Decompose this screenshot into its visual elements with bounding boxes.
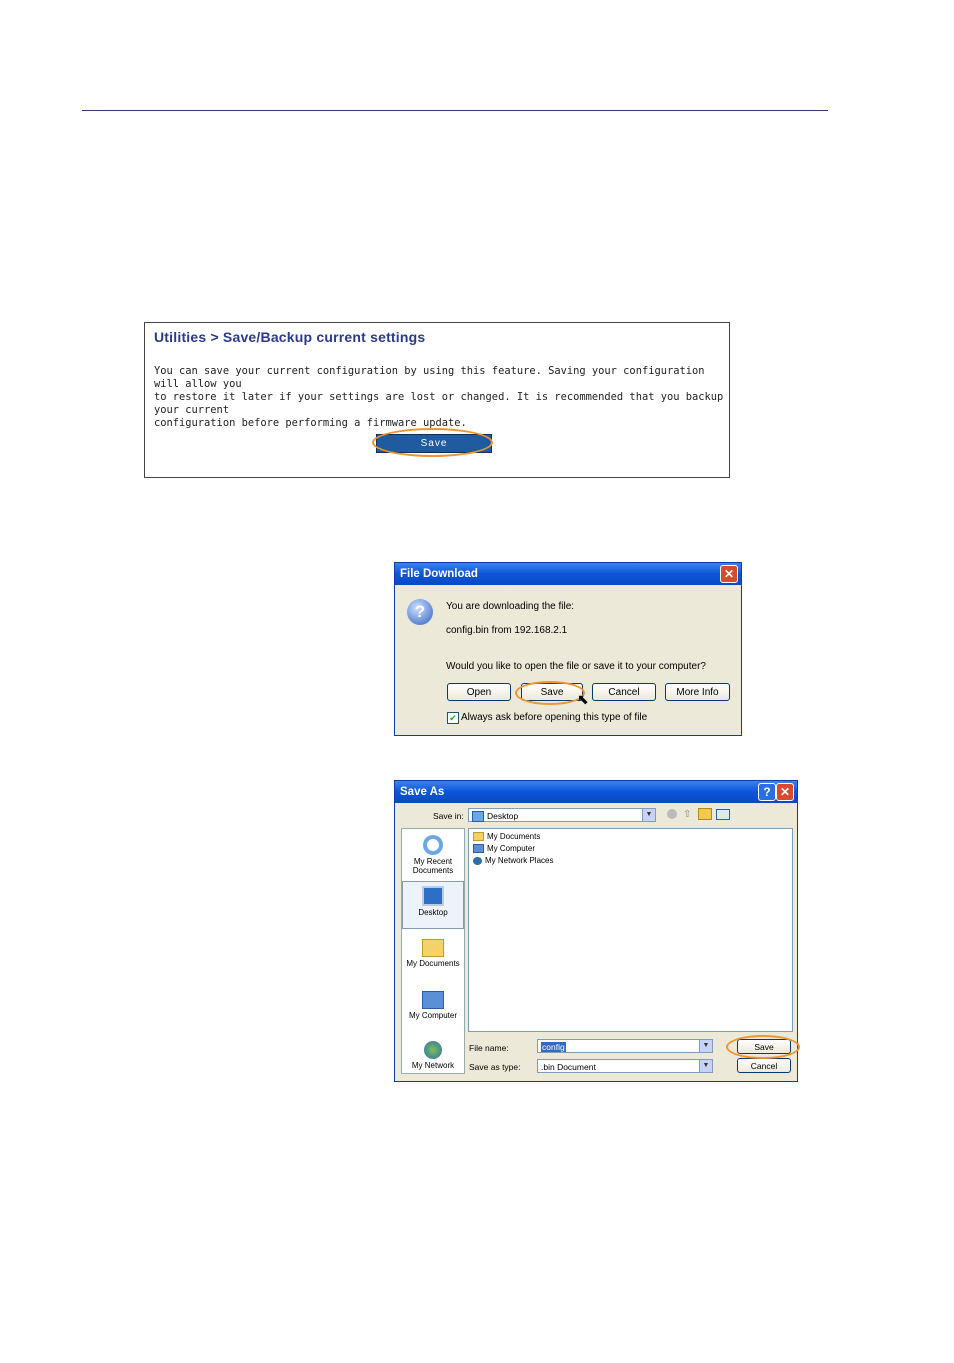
always-ask-checkbox[interactable]: ✔ [447, 712, 459, 724]
cancel-button[interactable]: Cancel [737, 1058, 791, 1073]
cursor-icon: ⬉ [577, 691, 589, 707]
save-button[interactable]: Save [376, 434, 492, 453]
network-icon [424, 1041, 442, 1059]
file-download-dialog [394, 562, 742, 736]
help-icon[interactable]: ? [758, 783, 776, 801]
more-info-button[interactable]: More Info [665, 683, 730, 701]
dialog-title: Save As [400, 786, 445, 798]
desktop-icon [472, 811, 484, 822]
file-name-input[interactable] [537, 1039, 713, 1053]
checkbox-label: Always ask before opening this type of file [461, 712, 648, 723]
question-icon: ? [407, 599, 433, 625]
desktop-icon [422, 886, 444, 906]
panel-title: Utilities > Save/Backup current settings [154, 329, 426, 345]
new-folder-icon[interactable] [698, 808, 712, 820]
list-item[interactable] [473, 832, 540, 841]
close-icon[interactable]: ✕ [720, 565, 738, 583]
chevron-down-icon[interactable]: ▼ [699, 1060, 712, 1072]
save-in-label: Save in: [433, 811, 464, 821]
clock-icon [423, 835, 443, 855]
panel-description: You can save your current configuration by using this feature. Saving your configuration will allow you to restore it later if your settings are lost or changed. It is recommended that you backup your current configuration before performing a firmware update. [154, 365, 724, 429]
file-name-label: File name: [469, 1043, 509, 1053]
utilities-panel [144, 322, 730, 478]
chevron-down-icon[interactable]: ▼ [642, 809, 655, 821]
list-item-label: My Network Places [485, 856, 554, 865]
save-type-dropdown[interactable] [537, 1059, 713, 1073]
dialog-title: File Download [400, 568, 478, 580]
file-name-value: config [542, 1042, 565, 1052]
place-label: My Recent Documents [412, 857, 454, 875]
close-icon[interactable]: ✕ [776, 783, 794, 801]
list-item[interactable] [473, 844, 535, 853]
back-icon[interactable] [667, 809, 677, 819]
download-line2: config.bin from 192.168.2.1 [446, 625, 568, 636]
save-type-label: Save as type: [469, 1062, 521, 1072]
save-in-value: Desktop [487, 811, 519, 821]
places-bar [401, 828, 465, 1074]
file-list[interactable] [468, 828, 793, 1032]
folder-icon [422, 939, 444, 957]
place-label: Desktop [418, 908, 448, 917]
dialog-titlebar [395, 563, 741, 585]
place-label: My Documents [406, 959, 460, 968]
cancel-button[interactable]: Cancel [592, 683, 656, 701]
place-label: My Network [411, 1061, 455, 1070]
computer-icon [473, 844, 484, 853]
download-line1: You are downloading the file: [446, 601, 575, 612]
save-as-dialog [394, 780, 798, 1082]
header-rule [82, 110, 828, 111]
computer-icon [422, 991, 444, 1009]
chevron-down-icon[interactable]: ▼ [699, 1040, 712, 1052]
place-my-network[interactable] [402, 1039, 464, 1070]
place-my-documents[interactable] [402, 935, 464, 968]
list-item[interactable] [473, 856, 553, 865]
open-button[interactable]: Open [447, 683, 511, 701]
save-button[interactable]: Save [521, 683, 583, 701]
place-my-computer[interactable] [402, 987, 464, 1020]
place-label: My Computer [408, 1011, 457, 1020]
place-recent-documents[interactable] [402, 835, 464, 875]
save-button[interactable]: Save [737, 1039, 791, 1054]
save-type-value: .bin Document [541, 1062, 596, 1072]
list-item-label: My Documents [487, 832, 541, 841]
views-menu-icon[interactable] [716, 809, 730, 820]
folder-icon [473, 832, 484, 841]
dialog-titlebar [395, 781, 797, 803]
up-folder-icon[interactable]: ⇧ [683, 809, 692, 820]
save-in-dropdown[interactable] [468, 808, 656, 822]
list-item-label: My Computer [487, 844, 536, 853]
place-desktop[interactable] [402, 881, 464, 929]
download-question: Would you like to open the file or save it to your computer? [446, 661, 706, 672]
network-icon [473, 857, 482, 865]
